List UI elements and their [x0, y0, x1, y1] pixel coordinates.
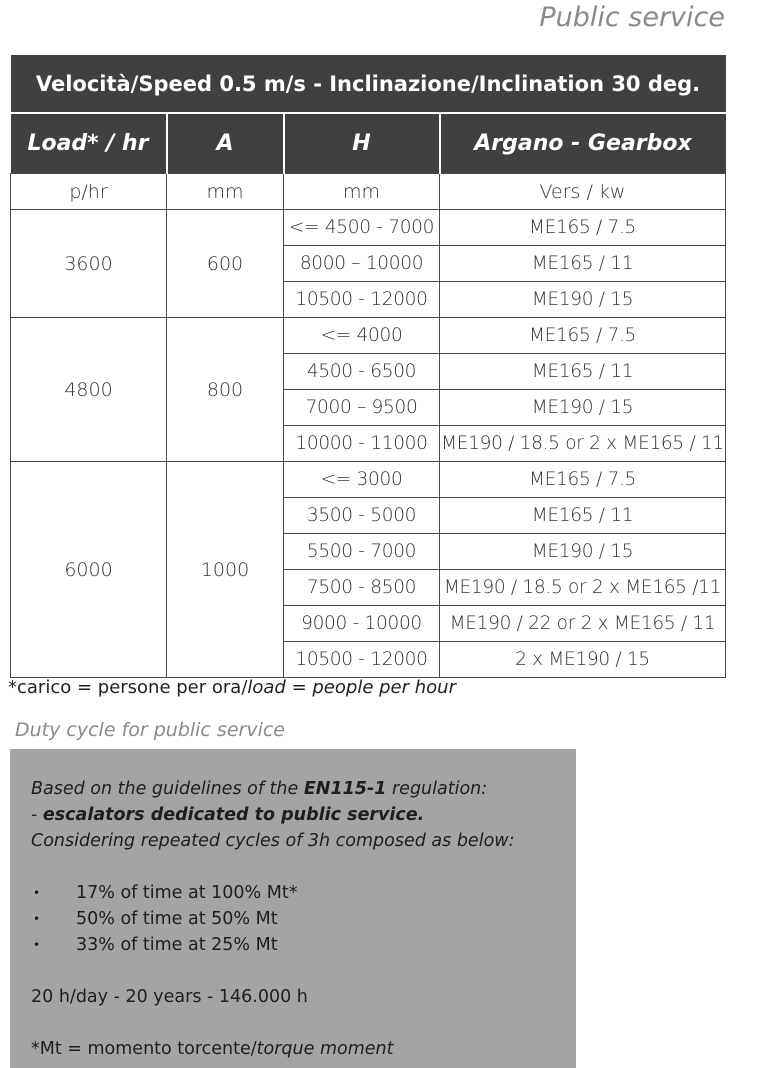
cell-h: 10000 - 11000 [284, 426, 440, 462]
cell-load: 6000 [11, 462, 167, 678]
specification-table [10, 55, 726, 678]
bullet-text: 33% of time at 25% Mt [76, 935, 278, 955]
cell-h: <= 4000 [284, 318, 440, 354]
cell-gearbox: ME165 / 11 [440, 246, 726, 282]
cell-gearbox: ME165 / 11 [440, 354, 726, 390]
duty-bullet-list [31, 880, 556, 958]
cell-load: 4800 [11, 318, 167, 462]
cell-h: 3500 - 5000 [284, 498, 440, 534]
column-header-h: H [284, 113, 440, 174]
unit-load: p/hr [11, 174, 167, 210]
public-service-text: escalators dedicated to public service. [42, 805, 425, 825]
bullet-text: 50% of time at 50% Mt [76, 909, 278, 929]
cell-h: 7000 – 9500 [284, 390, 440, 426]
cell-h: <= 3000 [284, 462, 440, 498]
table-row [11, 318, 726, 354]
page-header-title: Public service [539, 2, 725, 33]
cell-gearbox: ME190 / 18.5 or 2 x ME165 /11 [440, 570, 726, 606]
guidelines-text: Based on the guidelines of the [31, 779, 304, 799]
column-header-a: A [167, 113, 284, 174]
cell-a: 1000 [167, 462, 284, 678]
table-title: Velocità/Speed 0.5 m/s - Inclinazione/Inclination 30 deg. [11, 55, 726, 113]
table-body [11, 174, 726, 678]
duty-bullet-item [31, 906, 556, 932]
torque-note-italic: torque moment [256, 1039, 394, 1059]
bullet-icon: • [33, 912, 41, 926]
cell-h: 10500 - 12000 [284, 642, 440, 678]
torque-note [31, 1036, 556, 1062]
cell-a: 600 [167, 210, 284, 318]
duty-bullet-item [31, 932, 556, 958]
cell-gearbox: ME190 / 15 [440, 390, 726, 426]
bullet-text: 17% of time at 100% Mt* [76, 883, 298, 903]
unit-gearbox: Vers / kw [440, 174, 726, 210]
footnote-text: *carico = persone per ora/ [8, 677, 248, 698]
cell-h: 9000 - 10000 [284, 606, 440, 642]
dash-prefix: - [31, 805, 43, 825]
duty-cycle-box [10, 749, 576, 1068]
load-footnote [8, 677, 456, 698]
table-row [11, 210, 726, 246]
footnote-italic: load = people per hour [247, 677, 456, 698]
cell-h: 10500 - 12000 [284, 282, 440, 318]
cell-h: <= 4500 - 7000 [284, 210, 440, 246]
duty-bullet-item [31, 880, 556, 906]
duty-life: 20 h/day - 20 years - 146.000 h [31, 987, 308, 1007]
cell-gearbox: 2 x ME190 / 15 [440, 642, 726, 678]
cell-h: 8000 – 10000 [284, 246, 440, 282]
cell-h: 5500 - 7000 [284, 534, 440, 570]
bullet-icon: • [33, 886, 41, 900]
duty-line-cycles: Considering repeated cycles of 3h composed as below: [31, 831, 515, 851]
duty-line-public-service [31, 802, 556, 828]
duty-line-guidelines [31, 776, 556, 802]
cell-gearbox: ME165 / 11 [440, 498, 726, 534]
regulation-name: EN115-1 [303, 779, 387, 799]
column-header-gearbox: Argano - Gearbox [440, 113, 726, 174]
unit-h: mm [284, 174, 440, 210]
cell-gearbox: ME165 / 7.5 [440, 462, 726, 498]
column-header-load: Load* / hr [11, 113, 167, 174]
cell-gearbox: ME190 / 15 [440, 534, 726, 570]
cell-h: 4500 - 6500 [284, 354, 440, 390]
units-row [11, 174, 726, 210]
cell-gearbox: ME190 / 22 or 2 x ME165 / 11 [440, 606, 726, 642]
guidelines-suffix: regulation: [386, 779, 488, 799]
cell-a: 800 [167, 318, 284, 462]
cell-gearbox: ME190 / 15 [440, 282, 726, 318]
table-row [11, 462, 726, 498]
unit-a: mm [167, 174, 284, 210]
cell-load: 3600 [11, 210, 167, 318]
cell-gearbox: ME165 / 7.5 [440, 210, 726, 246]
torque-note-text: *Mt = momento torcente/ [31, 1039, 257, 1059]
bullet-icon: • [33, 938, 41, 952]
cell-gearbox: ME165 / 7.5 [440, 318, 726, 354]
cell-h: 7500 - 8500 [284, 570, 440, 606]
duty-cycle-title: Duty cycle for public service [15, 719, 285, 741]
cell-gearbox: ME190 / 18.5 or 2 x ME165 / 11 [440, 426, 726, 462]
